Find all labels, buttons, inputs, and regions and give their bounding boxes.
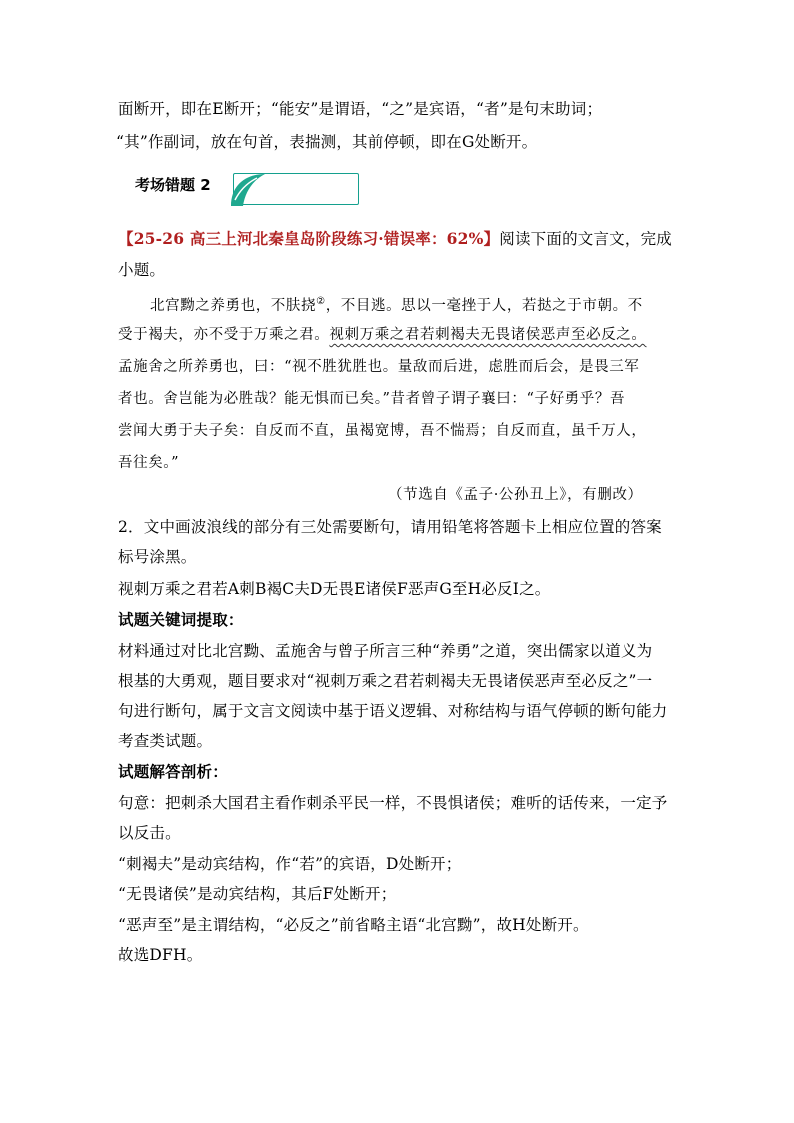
passage-line: 尝闻大勇于夫子矣：自反而不直，虽褐宽博，吾不惴焉；自反而直，虽千万人， <box>118 423 647 439</box>
passage-text: 受于褐夫，亦不受于万乘之君。 <box>118 327 330 343</box>
text-line: 句意：把刺杀大国君主看作刺杀平民一样，不畏惧诸侯；难听的话传来，一定予 <box>118 794 668 812</box>
text-line: “其”作副词，放在句首，表揣测，其前停顿，即在G处断开。 <box>116 133 538 151</box>
answer-options: 视刺万乘之君若A刺B褐C夫D无畏E诸侯F恶声G至H必反Ⅰ之。 <box>118 580 551 598</box>
passage-line <box>118 324 647 346</box>
passage-source: （节选自《孟子·公孙丑上》，有删改） <box>388 487 643 503</box>
text-line: “恶声至”是主谓结构，“必反之”前省略主语“北宫黝”，故H处断开。 <box>118 916 589 934</box>
text-line: 以反击。 <box>118 824 181 842</box>
question-line: 标号涂黑。 <box>118 548 197 566</box>
passage-line: 吾往矣。” <box>118 455 180 471</box>
question-intro <box>118 228 672 250</box>
text-line: 材料通过对比北宫黝、孟施舍与曾子所言三种“养勇”之道，突出儒家以道义为 <box>118 642 653 660</box>
question-intro-text: 阅读下面的文言文，完成 <box>499 230 672 248</box>
passage-text: ，不目逃。思以一毫挫于人，若挞之于市朝。不 <box>325 297 643 314</box>
question-source: 【25-26 高三上河北秦皇岛阶段练习·错误率：62%】 <box>118 229 500 248</box>
leaf-icon <box>227 170 267 210</box>
text-line: “无畏诸侯”是动宾结构，其后F处断开； <box>118 885 397 903</box>
text-line: 根基的大勇观，题目要求对“视刺万乘之君若刺褐夫无畏诸侯恶声至必反之”一 <box>118 672 653 690</box>
text-line: 考查类试题。 <box>118 732 213 750</box>
section-badge <box>135 168 365 208</box>
section-heading: 试题关键词提取： <box>118 611 244 629</box>
question-line: 2．文中画波浪线的部分有三处需要断句，请用铅笔将答题卡上相应位置的答案 <box>118 518 662 536</box>
text-line: 面断开，即在E断开；“能安”是谓语，“之”是宾语，“者”是句末助词； <box>118 100 603 118</box>
wavy-underlined-sentence: 视刺万乘之君若刺褐夫无畏诸侯恶声至必反之。 <box>329 327 647 343</box>
passage-text: 北宫黝之养勇也，不肤挠 <box>150 297 317 314</box>
passage-line: 者也。舍岂能为必胜哉？能无惧而已矣。”昔者曾子谓子襄曰：“子好勇乎？吾 <box>118 391 626 407</box>
badge-label: 考场错题 2 <box>135 176 211 194</box>
text-line: 句进行断句，属于文言文阅读中基于语义逻辑、对称结构与语气停顿的断句能力 <box>118 702 668 720</box>
text-line: 小题。 <box>118 261 166 279</box>
footnote-mark: ② <box>316 296 326 307</box>
passage-line: 孟施舍之所养勇也，曰：“视不胜犹胜也。量敌而后进，虑胜而后会，是畏三军 <box>118 359 640 375</box>
text-line: “刺褐夫”是动宾结构，作“若”的宾语，D处断开； <box>118 855 462 873</box>
section-heading: 试题解答剖析： <box>118 763 228 781</box>
text-line: 故选DFH。 <box>118 946 203 964</box>
passage-line <box>150 291 643 317</box>
